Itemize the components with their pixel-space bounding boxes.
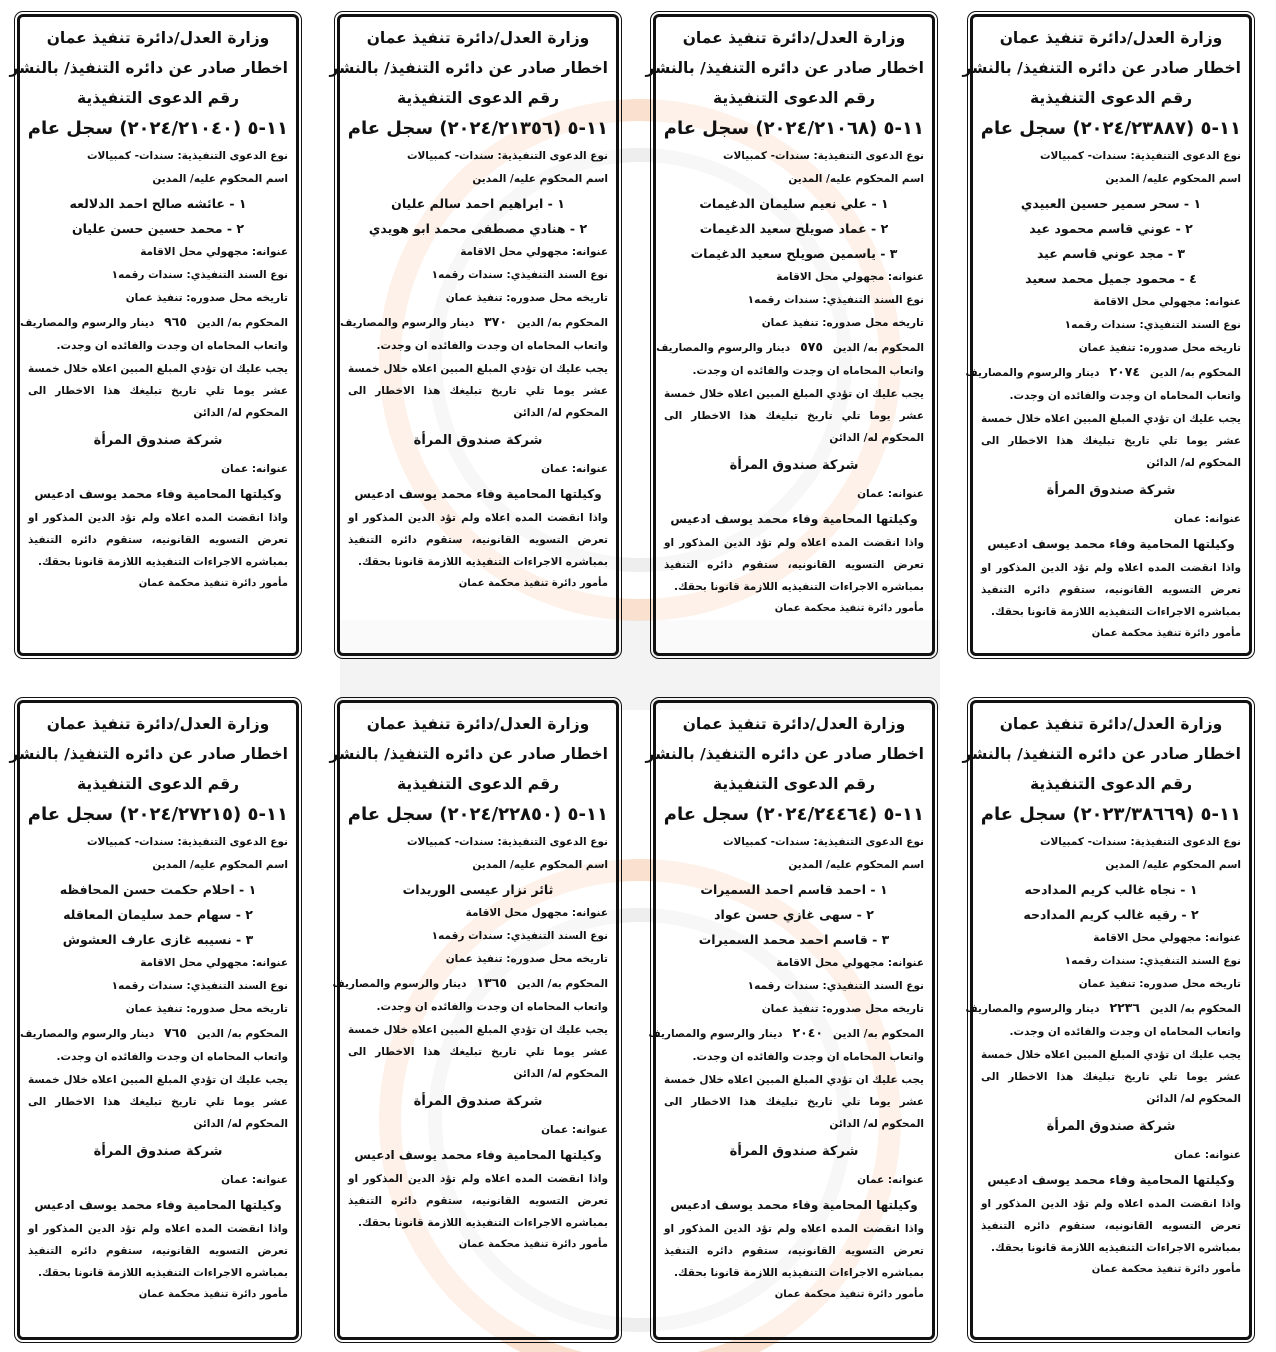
- case-label: رقم الدعوى التنفيذية: [712, 775, 876, 793]
- debtor-name: ٤ - محمود جميل محمد سعيد: [1025, 271, 1197, 286]
- amount-prefix: المحكوم به/ الدين: [197, 317, 288, 329]
- case-type: نوع الدعوى التنفيذية: سندات- كمبيالات: [86, 836, 288, 848]
- case-id: (٢٠٢٤/٢٢٨٥٠): [439, 804, 562, 825]
- case-prefix: ١١-٥: [883, 118, 924, 139]
- notice-title: اخطار صادر عن دائره التنفيذ/ بالنشر: [329, 745, 608, 763]
- signature: مأمور دائرة تنفيذ محكمة عمان: [458, 578, 608, 589]
- fees-line: واتعاب المحاماه ان وجدت والفائده ان وجدت.: [1009, 1026, 1241, 1038]
- ministry-title: وزارة العدل/دائرة تنفيذ عمان: [999, 29, 1223, 47]
- issue-place: تاريخه محل صدوره: تنفيذ عمان: [761, 1003, 924, 1015]
- case-number: [981, 799, 1241, 831]
- case-label: رقم الدعوى التنفيذية: [76, 775, 240, 793]
- case-label: رقم الدعوى التنفيذية: [1029, 775, 1193, 793]
- notice-title: اخطار صادر عن دائره التنفيذ/ بالنشر: [645, 59, 924, 77]
- instrument-type: نوع السند التنفيذي: سندات رقمه١: [747, 980, 924, 992]
- signature: مأمور دائرة تنفيذ محكمة عمان: [138, 1289, 288, 1300]
- ministry-title: وزارة العدل/دائرة تنفيذ عمان: [999, 715, 1223, 733]
- issue-place: تاريخه محل صدوره: تنفيذ عمان: [761, 317, 924, 329]
- case-suffix: سجل عام: [663, 118, 750, 139]
- payment-notice: يجب عليك ان تؤدي المبلغ المبين اعلاه خلال خمسة عشر يوما تلي تاريخ تبليغك هذا الاخطار الى المحكوم له/ الدائن: [348, 1024, 608, 1080]
- debtor-name: ثائر نزار عيسى الوريدات: [402, 882, 554, 897]
- amount-line: [332, 971, 608, 996]
- debtor-label: اسم المحكوم عليه/ المدين: [472, 173, 608, 185]
- debtor-name: ٣ - قاسم احمد محمد السميرات: [698, 932, 890, 947]
- closing-text: واذا انقضت المده اعلاه ولم تؤد الدين المذكور او تعرض التسويه القانونيه، ستقوم دائره التنفيذ بمباشره الاجراءات التنفيذيه اللازمة قانونا بحقك.: [664, 1223, 924, 1279]
- payment-notice: يجب عليك ان تؤدي المبلغ المبين اعلاه خلال خمسة عشر يوما تلي تاريخ تبليغك هذا الاخطار الى المحكوم له/ الدائن: [28, 1074, 288, 1130]
- closing-text: واذا انقضت المده اعلاه ولم تؤد الدين المذكور او تعرض التسويه القانونيه، ستقوم دائره التنفيذ بمباشره الاجراءات التنفيذيه اللازمة قانونا بحقك.: [28, 512, 288, 568]
- closing-text: واذا انقضت المده اعلاه ولم تؤد الدين المذكور او تعرض التسويه القانونيه، ستقوم دائره التنفيذ بمباشره الاجراءات التنفيذيه اللازمة قانونا بحقك.: [28, 1223, 288, 1279]
- amount-prefix: المحكوم به/ الدين: [517, 978, 608, 990]
- legal-notice: [962, 700, 1252, 1340]
- amount-prefix: المحكوم به/ الدين: [1150, 1003, 1241, 1015]
- payment-notice: يجب عليك ان تؤدي المبلغ المبين اعلاه خلال خمسة عشر يوما تلي تاريخ تبليغك هذا الاخطار الى المحكوم له/ الدائن: [664, 1074, 924, 1130]
- case-type: نوع الدعوى التنفيذية: سندات- كمبيالات: [406, 150, 608, 162]
- debtor-label: اسم المحكوم عليه/ المدين: [1105, 173, 1241, 185]
- debtor-name: ٣ - مجد عوني قاسم عيد: [1036, 246, 1186, 261]
- debtor-label: اسم المحكوم عليه/ المدين: [1105, 859, 1241, 871]
- closing-text: واذا انقضت المده اعلاه ولم تؤد الدين المذكور او تعرض التسويه القانونيه، ستقوم دائره التنفيذ بمباشره الاجراءات التنفيذيه اللازمة قانونا بحقك.: [348, 1173, 608, 1229]
- case-id: (٢٠٢٣/٣٨٦٦٩): [1072, 804, 1195, 825]
- debt-amount: ٩٦٥: [164, 314, 187, 329]
- case-label: رقم الدعوى التنفيذية: [396, 89, 560, 107]
- case-prefix: ١١-٥: [1200, 804, 1241, 825]
- amount-suffix: دينار والرسوم والمصاريف: [20, 1028, 155, 1040]
- amount-suffix: دينار والرسوم والمصاريف: [965, 367, 1100, 379]
- legal-notice: [9, 14, 299, 656]
- issue-place: تاريخه محل صدوره: تنفيذ عمان: [445, 292, 608, 304]
- creditor-name: شركة صندوق المرأة: [93, 433, 223, 448]
- case-id: (٢٠٢٤/٢٤٤٦٤): [755, 804, 878, 825]
- case-prefix: ١١-٥: [883, 804, 924, 825]
- instrument-type: نوع السند التنفيذي: سندات رقمه١: [1064, 955, 1241, 967]
- ministry-title: وزارة العدل/دائرة تنفيذ عمان: [366, 715, 590, 733]
- debt-amount: ٢٢٣٦: [1109, 1000, 1140, 1015]
- case-id: (٢٠٢٤/٢١٠٤٠): [119, 118, 242, 139]
- ministry-title: وزارة العدل/دائرة تنفيذ عمان: [46, 29, 270, 47]
- issue-place: تاريخه محل صدوره: تنفيذ عمان: [125, 292, 288, 304]
- debtor-name: ١ - ابراهيم احمد سالم عليان: [391, 196, 565, 211]
- signature: مأمور دائرة تنفيذ محكمة عمان: [774, 1289, 924, 1300]
- amount-suffix: دينار والرسوم والمصاريف: [965, 1003, 1100, 1015]
- case-number: [28, 799, 288, 831]
- creditor-agent: وكيلتها المحامية وفاء محمد يوسف ادعيس: [987, 1173, 1235, 1187]
- signature: مأمور دائرة تنفيذ محكمة عمان: [1091, 1264, 1241, 1275]
- case-type: نوع الدعوى التنفيذية: سندات- كمبيالات: [86, 150, 288, 162]
- instrument-type: نوع السند التنفيذي: سندات رقمه١: [111, 980, 288, 992]
- instrument-type: نوع السند التنفيذي: سندات رقمه١: [431, 269, 608, 281]
- creditor-name: شركة صندوق المرأة: [729, 1144, 859, 1159]
- creditor-name: شركة صندوق المرأة: [413, 1094, 543, 1109]
- case-prefix: ١١-٥: [567, 118, 608, 139]
- case-id: (٢٠٢٤/٢١٣٥٦): [439, 118, 562, 139]
- creditor-name: شركة صندوق المرأة: [413, 433, 543, 448]
- notice-title: اخطار صادر عن دائره التنفيذ/ بالنشر: [9, 745, 288, 763]
- fees-line: واتعاب المحاماه ان وجدت والفائده ان وجدت.: [56, 340, 288, 352]
- notice-title: اخطار صادر عن دائره التنفيذ/ بالنشر: [9, 59, 288, 77]
- creditor-agent: وكيلتها المحامية وفاء محمد يوسف ادعيس: [34, 487, 282, 501]
- instrument-type: نوع السند التنفيذي: سندات رقمه١: [1064, 319, 1241, 331]
- case-suffix: سجل عام: [347, 118, 434, 139]
- debtor-address: عنوانه: مجهولي محل الاقامة: [776, 271, 924, 283]
- payment-notice: يجب عليك ان تؤدي المبلغ المبين اعلاه خلال خمسة عشر يوما تلي تاريخ تبليغك هذا الاخطار الى المحكوم له/ الدائن: [981, 413, 1241, 469]
- case-number: [664, 799, 924, 831]
- legal-notice: [329, 700, 619, 1340]
- case-prefix: ١١-٥: [1200, 118, 1241, 139]
- fees-line: واتعاب المحاماه ان وجدت والفائده ان وجدت.: [56, 1051, 288, 1063]
- debtor-name: ١ - احلام حكمت حسن المحافظه: [59, 882, 257, 897]
- payment-notice: يجب عليك ان تؤدي المبلغ المبين اعلاه خلال خمسة عشر يوما تلي تاريخ تبليغك هذا الاخطار الى المحكوم له/ الدائن: [981, 1049, 1241, 1105]
- creditor-name: شركة صندوق المرأة: [729, 458, 859, 473]
- creditor-name: شركة صندوق المرأة: [1046, 1119, 1176, 1134]
- debtor-name: ٢ - محمد حسين حسن عليان: [71, 221, 245, 236]
- amount-suffix: دينار والرسوم والمصاريف: [332, 978, 467, 990]
- case-id: (٢٠٢٤/٢٣٨٨٧): [1072, 118, 1195, 139]
- amount-line: [648, 1021, 924, 1046]
- closing-text: واذا انقضت المده اعلاه ولم تؤد الدين المذكور او تعرض التسويه القانونيه، ستقوم دائره التنفيذ بمباشره الاجراءات التنفيذيه اللازمة قانونا بحقك.: [348, 512, 608, 568]
- fees-line: واتعاب المحاماه ان وجدت والفائده ان وجدت.: [376, 340, 608, 352]
- debtor-name: ١ - عائشه صالح احمد الدلالعه: [69, 196, 247, 211]
- amount-line: [20, 1021, 288, 1046]
- debtor-name: ٣ - ياسمين صويلح سعيد الدغيمات: [690, 246, 898, 261]
- legal-notice: [9, 700, 299, 1340]
- creditor-address: عنوانه: عمان: [221, 1174, 288, 1186]
- signature: مأمور دائرة تنفيذ محكمة عمان: [138, 578, 288, 589]
- case-number: [348, 799, 608, 831]
- case-prefix: ١١-٥: [247, 804, 288, 825]
- notice-title: اخطار صادر عن دائره التنفيذ/ بالنشر: [645, 745, 924, 763]
- amount-prefix: المحكوم به/ الدين: [833, 342, 924, 354]
- debt-amount: ٣٧٠: [484, 314, 507, 329]
- creditor-address: عنوانه: عمان: [1174, 1149, 1241, 1161]
- creditor-agent: وكيلتها المحامية وفاء محمد يوسف ادعيس: [354, 1148, 602, 1162]
- debtor-label: اسم المحكوم عليه/ المدين: [152, 173, 288, 185]
- ministry-title: وزارة العدل/دائرة تنفيذ عمان: [46, 715, 270, 733]
- legal-notice: [962, 14, 1252, 656]
- legal-notice: [645, 14, 935, 656]
- fees-line: واتعاب المحاماه ان وجدت والفائده ان وجدت.: [376, 1001, 608, 1013]
- debtor-name: ١ - علي نعيم سليمان الدغيمات: [699, 196, 889, 211]
- case-type: نوع الدعوى التنفيذية: سندات- كمبيالات: [1039, 150, 1241, 162]
- debtor-name: ٢ - سهى غازي حسن عواد: [714, 907, 874, 922]
- case-label: رقم الدعوى التنفيذية: [396, 775, 560, 793]
- legal-notice: [329, 14, 619, 656]
- debtor-address: عنوانه: مجهولي محل الاقامة: [1093, 296, 1241, 308]
- amount-suffix: دينار والرسوم والمصاريف: [656, 342, 791, 354]
- debtor-address: عنوانه: مجهولي محل الاقامة: [460, 246, 608, 258]
- case-suffix: سجل عام: [27, 804, 114, 825]
- debtor-name: ٢ - رقيه غالب كريم المدادحه: [1023, 907, 1199, 922]
- creditor-address: عنوانه: عمان: [541, 463, 608, 475]
- amount-line: [965, 996, 1241, 1021]
- creditor-agent: وكيلتها المحامية وفاء محمد يوسف ادعيس: [670, 1198, 918, 1212]
- case-number: [981, 113, 1241, 145]
- issue-place: تاريخه محل صدوره: تنفيذ عمان: [125, 1003, 288, 1015]
- instrument-type: نوع السند التنفيذي: سندات رقمه١: [747, 294, 924, 306]
- debtor-label: اسم المحكوم عليه/ المدين: [152, 859, 288, 871]
- debt-amount: ٢٠٧٤: [1109, 364, 1140, 379]
- case-suffix: سجل عام: [980, 804, 1067, 825]
- issue-place: تاريخه محل صدوره: تنفيذ عمان: [1078, 978, 1241, 990]
- debtor-name: ١ - نجاه غالب كريم المدادحه: [1024, 882, 1198, 897]
- legal-notice: [645, 700, 935, 1340]
- notice-title: اخطار صادر عن دائره التنفيذ/ بالنشر: [962, 745, 1241, 763]
- debtor-address: عنوانه: مجهولي محل الاقامة: [140, 957, 288, 969]
- instrument-type: نوع السند التنفيذي: سندات رقمه١: [431, 930, 608, 942]
- creditor-address: عنوانه: عمان: [221, 463, 288, 475]
- case-type: نوع الدعوى التنفيذية: سندات- كمبيالات: [1039, 836, 1241, 848]
- debtor-label: اسم المحكوم عليه/ المدين: [788, 173, 924, 185]
- case-prefix: ١١-٥: [247, 118, 288, 139]
- signature: مأمور دائرة تنفيذ محكمة عمان: [774, 603, 924, 614]
- fees-line: واتعاب المحاماه ان وجدت والفائده ان وجدت.: [1009, 390, 1241, 402]
- creditor-name: شركة صندوق المرأة: [93, 1144, 223, 1159]
- case-type: نوع الدعوى التنفيذية: سندات- كمبيالات: [722, 836, 924, 848]
- amount-suffix: دينار والرسوم والمصاريف: [648, 1028, 783, 1040]
- case-suffix: سجل عام: [663, 804, 750, 825]
- issue-place: تاريخه محل صدوره: تنفيذ عمان: [1078, 342, 1241, 354]
- debtor-name: ٢ - هنادي مصطفى محمد ابو هويدي: [368, 221, 588, 236]
- debtor-address: عنوانه: مجهولي محل الاقامة: [776, 957, 924, 969]
- amount-line: [965, 360, 1241, 385]
- amount-prefix: المحكوم به/ الدين: [197, 1028, 288, 1040]
- case-label: رقم الدعوى التنفيذية: [712, 89, 876, 107]
- amount-line: [340, 310, 608, 335]
- debtor-name: ٢ - عوني قاسم محمود عيد: [1029, 221, 1193, 236]
- fees-line: واتعاب المحاماه ان وجدت والفائده ان وجدت.: [692, 1051, 924, 1063]
- amount-prefix: المحكوم به/ الدين: [1150, 367, 1241, 379]
- case-label: رقم الدعوى التنفيذية: [76, 89, 240, 107]
- creditor-address: عنوانه: عمان: [1174, 513, 1241, 525]
- creditor-agent: وكيلتها المحامية وفاء محمد يوسف ادعيس: [987, 537, 1235, 551]
- notice-title: اخطار صادر عن دائره التنفيذ/ بالنشر: [962, 59, 1241, 77]
- case-number: [348, 113, 608, 145]
- amount-line: [20, 310, 288, 335]
- closing-text: واذا انقضت المده اعلاه ولم تؤد الدين المذكور او تعرض التسويه القانونيه، ستقوم دائره التنفيذ بمباشره الاجراءات التنفيذيه اللازمة قانونا بحقك.: [981, 562, 1241, 618]
- case-prefix: ١١-٥: [567, 804, 608, 825]
- case-suffix: سجل عام: [27, 118, 114, 139]
- case-suffix: سجل عام: [347, 804, 434, 825]
- debtor-name: ٢ - عماد صويلح سعيد الدغيمات: [699, 221, 889, 236]
- issue-place: تاريخه محل صدوره: تنفيذ عمان: [445, 953, 608, 965]
- debtor-address: عنوانه: مجهول محل الاقامة: [465, 907, 608, 919]
- debtor-label: اسم المحكوم عليه/ المدين: [472, 859, 608, 871]
- case-number: [28, 113, 288, 145]
- debtor-name: ١ - سحر سمير حسين العبيدي: [1020, 196, 1202, 211]
- amount-prefix: المحكوم به/ الدين: [833, 1028, 924, 1040]
- amount-prefix: المحكوم به/ الدين: [517, 317, 608, 329]
- fees-line: واتعاب المحاماه ان وجدت والفائده ان وجدت.: [692, 365, 924, 377]
- case-label: رقم الدعوى التنفيذية: [1029, 89, 1193, 107]
- instrument-type: نوع السند التنفيذي: سندات رقمه١: [111, 269, 288, 281]
- debtor-name: ٣ - نسيبه غازى عارف العشوش: [62, 932, 254, 947]
- debtor-name: ٢ - سهام حمد سليمان المعاقله: [63, 907, 253, 922]
- debtor-address: عنوانه: مجهولي محل الاقامة: [140, 246, 288, 258]
- debtor-address: عنوانه: مجهولي محل الاقامة: [1093, 932, 1241, 944]
- signature: مأمور دائرة تنفيذ محكمة عمان: [1091, 628, 1241, 639]
- ministry-title: وزارة العدل/دائرة تنفيذ عمان: [682, 29, 906, 47]
- creditor-address: عنوانه: عمان: [857, 1174, 924, 1186]
- creditor-address: عنوانه: عمان: [541, 1124, 608, 1136]
- debtor-label: اسم المحكوم عليه/ المدين: [788, 859, 924, 871]
- debtor-name: ١ - احمد قاسم احمد السميرات: [700, 882, 888, 897]
- debt-amount: ٧٦٥: [164, 1025, 187, 1040]
- creditor-address: عنوانه: عمان: [857, 488, 924, 500]
- creditor-agent: وكيلتها المحامية وفاء محمد يوسف ادعيس: [670, 512, 918, 526]
- creditor-agent: وكيلتها المحامية وفاء محمد يوسف ادعيس: [34, 1198, 282, 1212]
- payment-notice: يجب عليك ان تؤدي المبلغ المبين اعلاه خلال خمسة عشر يوما تلي تاريخ تبليغك هذا الاخطار الى المحكوم له/ الدائن: [348, 363, 608, 419]
- payment-notice: يجب عليك ان تؤدي المبلغ المبين اعلاه خلال خمسة عشر يوما تلي تاريخ تبليغك هذا الاخطار الى المحكوم له/ الدائن: [28, 363, 288, 419]
- payment-notice: يجب عليك ان تؤدي المبلغ المبين اعلاه خلال خمسة عشر يوما تلي تاريخ تبليغك هذا الاخطار الى المحكوم له/ الدائن: [664, 388, 924, 444]
- closing-text: واذا انقضت المده اعلاه ولم تؤد الدين المذكور او تعرض التسويه القانونيه، ستقوم دائره التنفيذ بمباشره الاجراءات التنفيذيه اللازمة قانونا بحقك.: [664, 537, 924, 593]
- ministry-title: وزارة العدل/دائرة تنفيذ عمان: [366, 29, 590, 47]
- amount-suffix: دينار والرسوم والمصاريف: [20, 317, 155, 329]
- debt-amount: ١٣٦٥: [476, 975, 507, 990]
- case-type: نوع الدعوى التنفيذية: سندات- كمبيالات: [406, 836, 608, 848]
- case-id: (٢٠٢٤/٢٧٢١٥): [119, 804, 242, 825]
- creditor-agent: وكيلتها المحامية وفاء محمد يوسف ادعيس: [354, 487, 602, 501]
- notice-title: اخطار صادر عن دائره التنفيذ/ بالنشر: [329, 59, 608, 77]
- signature: مأمور دائرة تنفيذ محكمة عمان: [458, 1239, 608, 1250]
- case-id: (٢٠٢٤/٢١٠٦٨): [755, 118, 878, 139]
- debt-amount: ٢٠٤٠: [792, 1025, 823, 1040]
- ministry-title: وزارة العدل/دائرة تنفيذ عمان: [682, 715, 906, 733]
- amount-line: [656, 335, 924, 360]
- case-suffix: سجل عام: [980, 118, 1067, 139]
- closing-text: واذا انقضت المده اعلاه ولم تؤد الدين المذكور او تعرض التسويه القانونيه، ستقوم دائره التنفيذ بمباشره الاجراءات التنفيذيه اللازمة قانونا بحقك.: [981, 1198, 1241, 1254]
- amount-suffix: دينار والرسوم والمصاريف: [340, 317, 475, 329]
- case-number: [664, 113, 924, 145]
- case-type: نوع الدعوى التنفيذية: سندات- كمبيالات: [722, 150, 924, 162]
- debt-amount: ٥٧٥: [800, 339, 823, 354]
- creditor-name: شركة صندوق المرأة: [1046, 483, 1176, 498]
